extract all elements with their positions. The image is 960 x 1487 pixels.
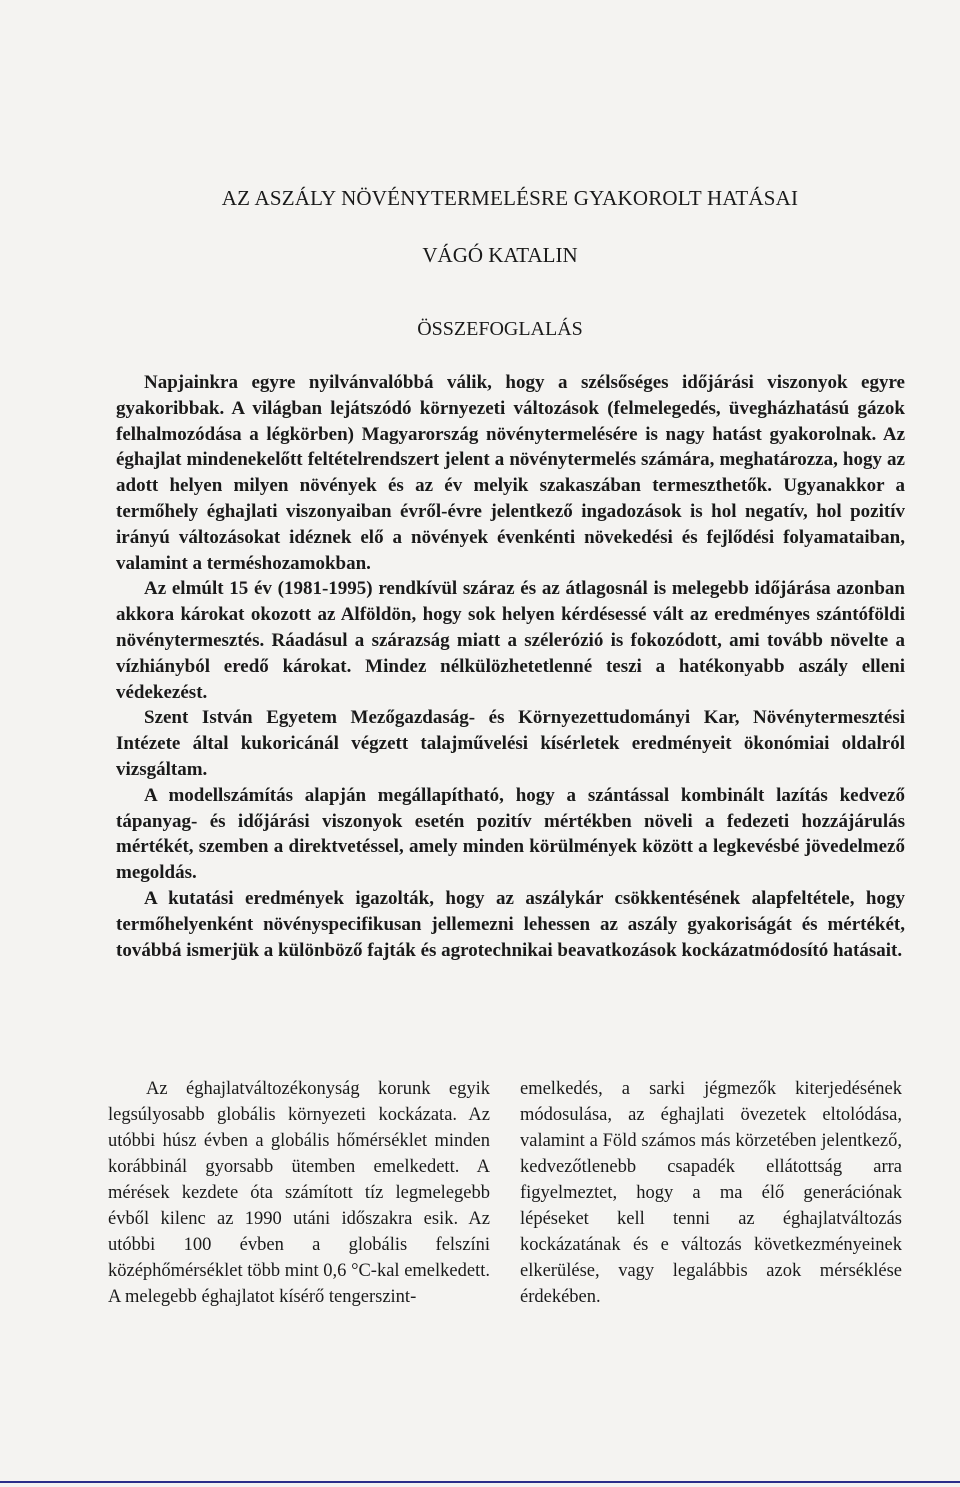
abstract-paragraph: Szent István Egyetem Mezőgazdaság- és Környezettudományi Kar, Növénytermesztési Intézete által kukoricánál végzett talajművelési kísérletek eredményeit ökonómiai oldalról vizsgáltam. <box>116 707 905 780</box>
abstract-heading: ÖSSZEFOGLALÁS <box>417 318 583 340</box>
abstract-paragraph: A kutatási eredmények igazolták, hogy az aszálykár csökkentésének alapfeltétele, hogy termőhelyenként növényspecifikusan jellemezni lehessen az aszály gyakoriságát és mértékét, továbbá ismerjük a különböző fajták és agrotechnikai beavatkozások kockázatmódosító hatásait. <box>116 887 905 961</box>
body-column-right <box>520 1076 902 1310</box>
author-name: VÁGÓ KATALIN <box>422 243 578 267</box>
footer-rule <box>0 1481 960 1483</box>
abstract-paragraph: Az elmúlt 15 év (1981-1995) rendkívül száraz és az átlagosnál is melegebb időjárása azonban akkora károkat okozott az Alföldön, hogy sok helyen kérdésessé vált az eredményes szántóföldi növénytermesztés. Ráadásul a szárazság miatt a szélerózió is fokozódott, ami tovább növelte a vízhiányból eredő károkat. Mindez nélkülözhetetlenné teszi a hatékonyabb aszály elleni védekezést. <box>116 578 905 703</box>
body-paragraph-right: emelkedés, a sarki jégmezők kiterjedésének módosulása, az éghajlati övezetek eltolódása, valamint a Föld számos más körzetében jelentkező, kedvezőtlenebb csapadék ellátottság arra figyelmeztet, hogy a ma élő generációnak lépéseket kell tenni az éghajlatváltozás kockázatának és e változás következményeinek elkerülése, vagy legalábbis azok mérséklése érdekében. <box>520 1079 902 1307</box>
abstract-paragraph: A modellszámítás alapján megállapítható, hogy a szántással kombinált lazítás kedvező tápanyag- és időjárási viszonyok esetén pozitív mértékben növeli a fedezeti hozzájárulás mértékét, szemben a direktvetéssel, amely minden körülmények között a legkevésbé jövedelmező megoldás. <box>116 784 905 884</box>
body-column-left <box>108 1076 490 1310</box>
abstract-body <box>116 370 905 963</box>
abstract-paragraph: Napjainkra egyre nyilvánvalóbbá válik, hogy a szélsőséges időjárási viszonyok egyre gyakoribbak. A világban lejátszódó környezeti változások (felmelegedés, üvegházhatású gázok felhalmozódása a légkörben) Magyarország növénytermelésére is nagy hatást gyakorolnak. Az éghajlat mindenekelőtt feltételrendszert jelent a növénytermelés számára, meghatározza, hogy az adott helyen milyen növények és az év melyik szakaszában termeszthetők. Ugyanakkor a termőhely éghajlati viszonyaiban évről-évre jelentkező ingadozások is hol negatív, hol pozitív irányú változásokat idéznek elő a növények évenkénti növekedési és fejlődési folyamataiban, valamint a terméshozamokban. <box>116 372 905 574</box>
body-paragraph-left: Az éghajlatváltozékonyság korunk egyik legsúlyosabb globális környezeti kockázata. Az utóbbi húsz évben a globális hőmérséklet minden korábbinál gyorsabb ütemben emelkedett. A mérések kezdete óta számított tíz legmelegebb évből kilenc az 1990 utáni időszakra esik. Az utóbbi 100 évben a globális felszíni középhőmérséklet több mint 0,6 °C-kal emelkedett. A melegebb éghajlatot kísérő tengerszint- <box>108 1079 490 1307</box>
paper-title: AZ ASZÁLY NÖVÉNYTERMELÉSRE GYAKOROLT HATÁSAI <box>221 186 799 210</box>
